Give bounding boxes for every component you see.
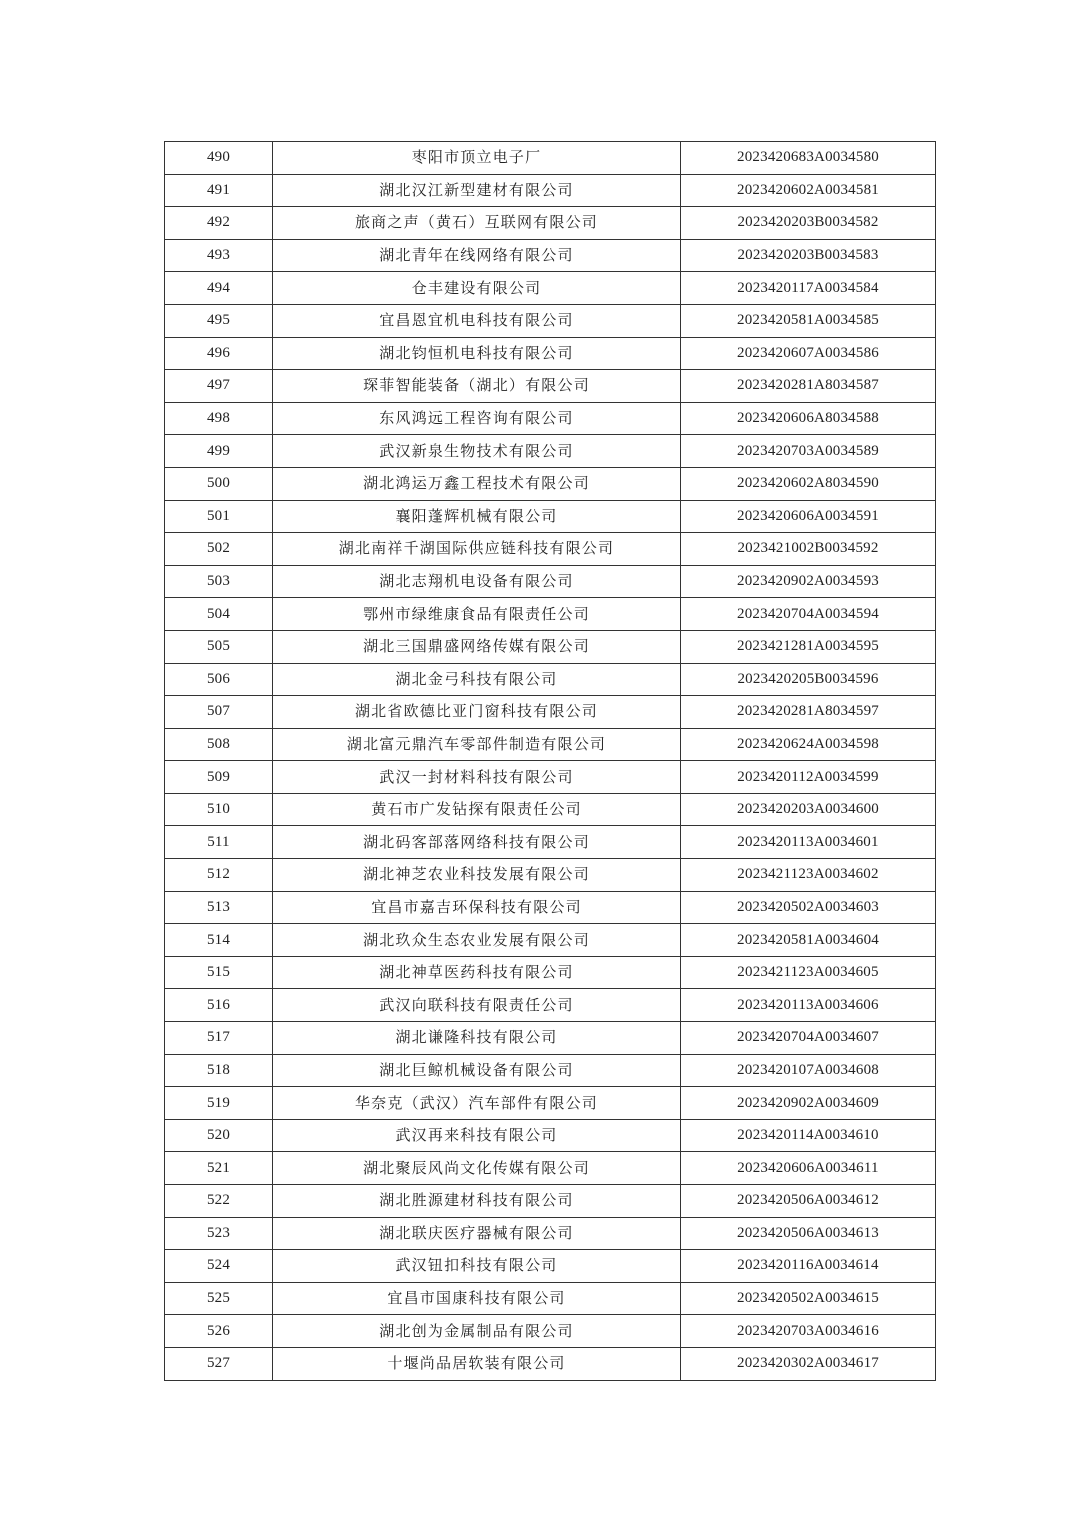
company-name: 湖北钧恒机电科技有限公司 — [273, 337, 681, 370]
registration-code: 2023420113A0034601 — [681, 826, 936, 859]
row-number: 518 — [165, 1054, 273, 1087]
table-row — [165, 304, 936, 337]
registration-code: 2023420117A0034584 — [681, 272, 936, 305]
company-name: 湖北汉江新型建材有限公司 — [273, 174, 681, 207]
row-number: 511 — [165, 826, 273, 859]
registration-code: 2023420703A0034616 — [681, 1315, 936, 1348]
company-name: 枣阳市顶立电子厂 — [273, 142, 681, 175]
company-name: 湖北富元鼎汽车零部件制造有限公司 — [273, 728, 681, 761]
row-number: 502 — [165, 533, 273, 566]
row-number: 499 — [165, 435, 273, 468]
registration-code: 2023420902A0034609 — [681, 1087, 936, 1120]
company-name: 武汉新泉生物技术有限公司 — [273, 435, 681, 468]
company-name: 武汉一封材料科技有限公司 — [273, 761, 681, 794]
row-number: 497 — [165, 370, 273, 403]
registration-code: 2023420607A0034586 — [681, 337, 936, 370]
table-row — [165, 663, 936, 696]
registration-code: 2023420602A8034590 — [681, 467, 936, 500]
table-row — [165, 1185, 936, 1218]
table-row — [165, 1282, 936, 1315]
company-name: 十堰尚品居软装有限公司 — [273, 1347, 681, 1380]
registration-code: 2023420107A0034608 — [681, 1054, 936, 1087]
registration-code: 2023420606A8034588 — [681, 402, 936, 435]
company-name: 华奈克（武汉）汽车部件有限公司 — [273, 1087, 681, 1120]
company-name: 湖北金弓科技有限公司 — [273, 663, 681, 696]
registration-code: 2023421281A0034595 — [681, 630, 936, 663]
row-number: 500 — [165, 467, 273, 500]
row-number: 504 — [165, 598, 273, 631]
company-name: 湖北聚辰风尚文化传媒有限公司 — [273, 1152, 681, 1185]
row-number: 505 — [165, 630, 273, 663]
table-row — [165, 989, 936, 1022]
row-number: 523 — [165, 1217, 273, 1250]
table-row — [165, 826, 936, 859]
registration-code: 2023420581A0034604 — [681, 924, 936, 957]
registration-code: 2023420606A0034611 — [681, 1152, 936, 1185]
registration-code: 2023420116A0034614 — [681, 1250, 936, 1283]
table-row — [165, 1054, 936, 1087]
company-name: 武汉钮扣科技有限公司 — [273, 1250, 681, 1283]
row-number: 496 — [165, 337, 273, 370]
table-row — [165, 1119, 936, 1152]
row-number: 527 — [165, 1347, 273, 1380]
company-name: 湖北神草医药科技有限公司 — [273, 956, 681, 989]
company-name: 宜昌市国康科技有限公司 — [273, 1282, 681, 1315]
company-name: 仓丰建设有限公司 — [273, 272, 681, 305]
row-number: 515 — [165, 956, 273, 989]
registration-code: 2023420112A0034599 — [681, 761, 936, 794]
row-number: 491 — [165, 174, 273, 207]
company-name: 湖北鸿运万鑫工程技术有限公司 — [273, 467, 681, 500]
table-row — [165, 467, 936, 500]
company-name: 鄂州市绿维康食品有限责任公司 — [273, 598, 681, 631]
row-number: 522 — [165, 1185, 273, 1218]
registration-code: 2023420203B0034582 — [681, 207, 936, 240]
registration-code: 2023420205B0034596 — [681, 663, 936, 696]
registration-code: 2023420581A0034585 — [681, 304, 936, 337]
table-row — [165, 1315, 936, 1348]
company-name: 襄阳蓬辉机械有限公司 — [273, 500, 681, 533]
table-row — [165, 761, 936, 794]
table-row — [165, 1217, 936, 1250]
table-row — [165, 142, 936, 175]
row-number: 493 — [165, 239, 273, 272]
company-name: 旅商之声（黄石）互联网有限公司 — [273, 207, 681, 240]
row-number: 519 — [165, 1087, 273, 1120]
row-number: 492 — [165, 207, 273, 240]
company-name: 湖北三国鼎盛网络传媒有限公司 — [273, 630, 681, 663]
registration-code: 2023420281A8034587 — [681, 370, 936, 403]
row-number: 501 — [165, 500, 273, 533]
table-row — [165, 924, 936, 957]
company-name: 武汉再来科技有限公司 — [273, 1119, 681, 1152]
table-row — [165, 565, 936, 598]
registration-code: 2023420902A0034593 — [681, 565, 936, 598]
table-row — [165, 337, 936, 370]
table-row — [165, 728, 936, 761]
row-number: 508 — [165, 728, 273, 761]
registration-code: 2023420281A8034597 — [681, 696, 936, 729]
table-row — [165, 435, 936, 468]
registration-code: 2023420606A0034591 — [681, 500, 936, 533]
registration-code: 2023420203B0034583 — [681, 239, 936, 272]
row-number: 514 — [165, 924, 273, 957]
row-number: 498 — [165, 402, 273, 435]
table-row — [165, 1250, 936, 1283]
registration-code: 2023420113A0034606 — [681, 989, 936, 1022]
company-name: 黄石市广发钻探有限责任公司 — [273, 793, 681, 826]
company-name: 湖北谦隆科技有限公司 — [273, 1022, 681, 1055]
company-name: 湖北南祥千湖国际供应链科技有限公司 — [273, 533, 681, 566]
company-name: 湖北神芝农业科技发展有限公司 — [273, 859, 681, 892]
company-name: 宜昌恩宜机电科技有限公司 — [273, 304, 681, 337]
row-number: 513 — [165, 891, 273, 924]
table-row — [165, 207, 936, 240]
table-row — [165, 174, 936, 207]
row-number: 520 — [165, 1119, 273, 1152]
row-number: 495 — [165, 304, 273, 337]
row-number: 512 — [165, 859, 273, 892]
table-row — [165, 598, 936, 631]
registration-code: 2023420602A0034581 — [681, 174, 936, 207]
table-row — [165, 1152, 936, 1185]
table-row — [165, 272, 936, 305]
company-list-table — [164, 141, 936, 1381]
company-name: 湖北志翔机电设备有限公司 — [273, 565, 681, 598]
company-name: 琛菲智能装备（湖北）有限公司 — [273, 370, 681, 403]
company-name: 湖北胜源建材科技有限公司 — [273, 1185, 681, 1218]
table-row — [165, 1087, 936, 1120]
table-row — [165, 891, 936, 924]
table-row — [165, 239, 936, 272]
company-name: 湖北创为金属制品有限公司 — [273, 1315, 681, 1348]
registration-code: 2023420683A0034580 — [681, 142, 936, 175]
company-name: 湖北青年在线网络有限公司 — [273, 239, 681, 272]
company-name: 湖北联庆医疗器械有限公司 — [273, 1217, 681, 1250]
company-name: 东风鸿远工程咨询有限公司 — [273, 402, 681, 435]
row-number: 526 — [165, 1315, 273, 1348]
table-row — [165, 630, 936, 663]
company-name: 湖北巨鲸机械设备有限公司 — [273, 1054, 681, 1087]
table-row — [165, 1022, 936, 1055]
company-name: 宜昌市嘉吉环保科技有限公司 — [273, 891, 681, 924]
company-name: 武汉向联科技有限责任公司 — [273, 989, 681, 1022]
registration-code: 2023420502A0034615 — [681, 1282, 936, 1315]
company-name: 湖北码客部落网络科技有限公司 — [273, 826, 681, 859]
table-row — [165, 1347, 936, 1380]
table-row — [165, 956, 936, 989]
row-number: 494 — [165, 272, 273, 305]
table-row — [165, 793, 936, 826]
registration-code: 2023420203A0034600 — [681, 793, 936, 826]
table-row — [165, 370, 936, 403]
registration-code: 2023420502A0034603 — [681, 891, 936, 924]
table-row — [165, 859, 936, 892]
row-number: 524 — [165, 1250, 273, 1283]
company-name: 湖北玖众生态农业发展有限公司 — [273, 924, 681, 957]
registration-code: 2023420506A0034612 — [681, 1185, 936, 1218]
registration-code: 2023420302A0034617 — [681, 1347, 936, 1380]
table-row — [165, 402, 936, 435]
row-number: 521 — [165, 1152, 273, 1185]
row-number: 509 — [165, 761, 273, 794]
registration-code: 2023420506A0034613 — [681, 1217, 936, 1250]
registration-code: 2023420114A0034610 — [681, 1119, 936, 1152]
row-number: 503 — [165, 565, 273, 598]
table-row — [165, 533, 936, 566]
table-body — [165, 142, 936, 1381]
registration-code: 2023421002B0034592 — [681, 533, 936, 566]
company-name: 湖北省欧德比亚门窗科技有限公司 — [273, 696, 681, 729]
table-row — [165, 696, 936, 729]
row-number: 510 — [165, 793, 273, 826]
registration-code: 2023421123A0034605 — [681, 956, 936, 989]
row-number: 506 — [165, 663, 273, 696]
table-row — [165, 500, 936, 533]
registration-code: 2023420624A0034598 — [681, 728, 936, 761]
row-number: 517 — [165, 1022, 273, 1055]
row-number: 516 — [165, 989, 273, 1022]
registration-code: 2023421123A0034602 — [681, 859, 936, 892]
row-number: 525 — [165, 1282, 273, 1315]
row-number: 507 — [165, 696, 273, 729]
registration-code: 2023420703A0034589 — [681, 435, 936, 468]
registration-code: 2023420704A0034594 — [681, 598, 936, 631]
row-number: 490 — [165, 142, 273, 175]
registration-code: 2023420704A0034607 — [681, 1022, 936, 1055]
